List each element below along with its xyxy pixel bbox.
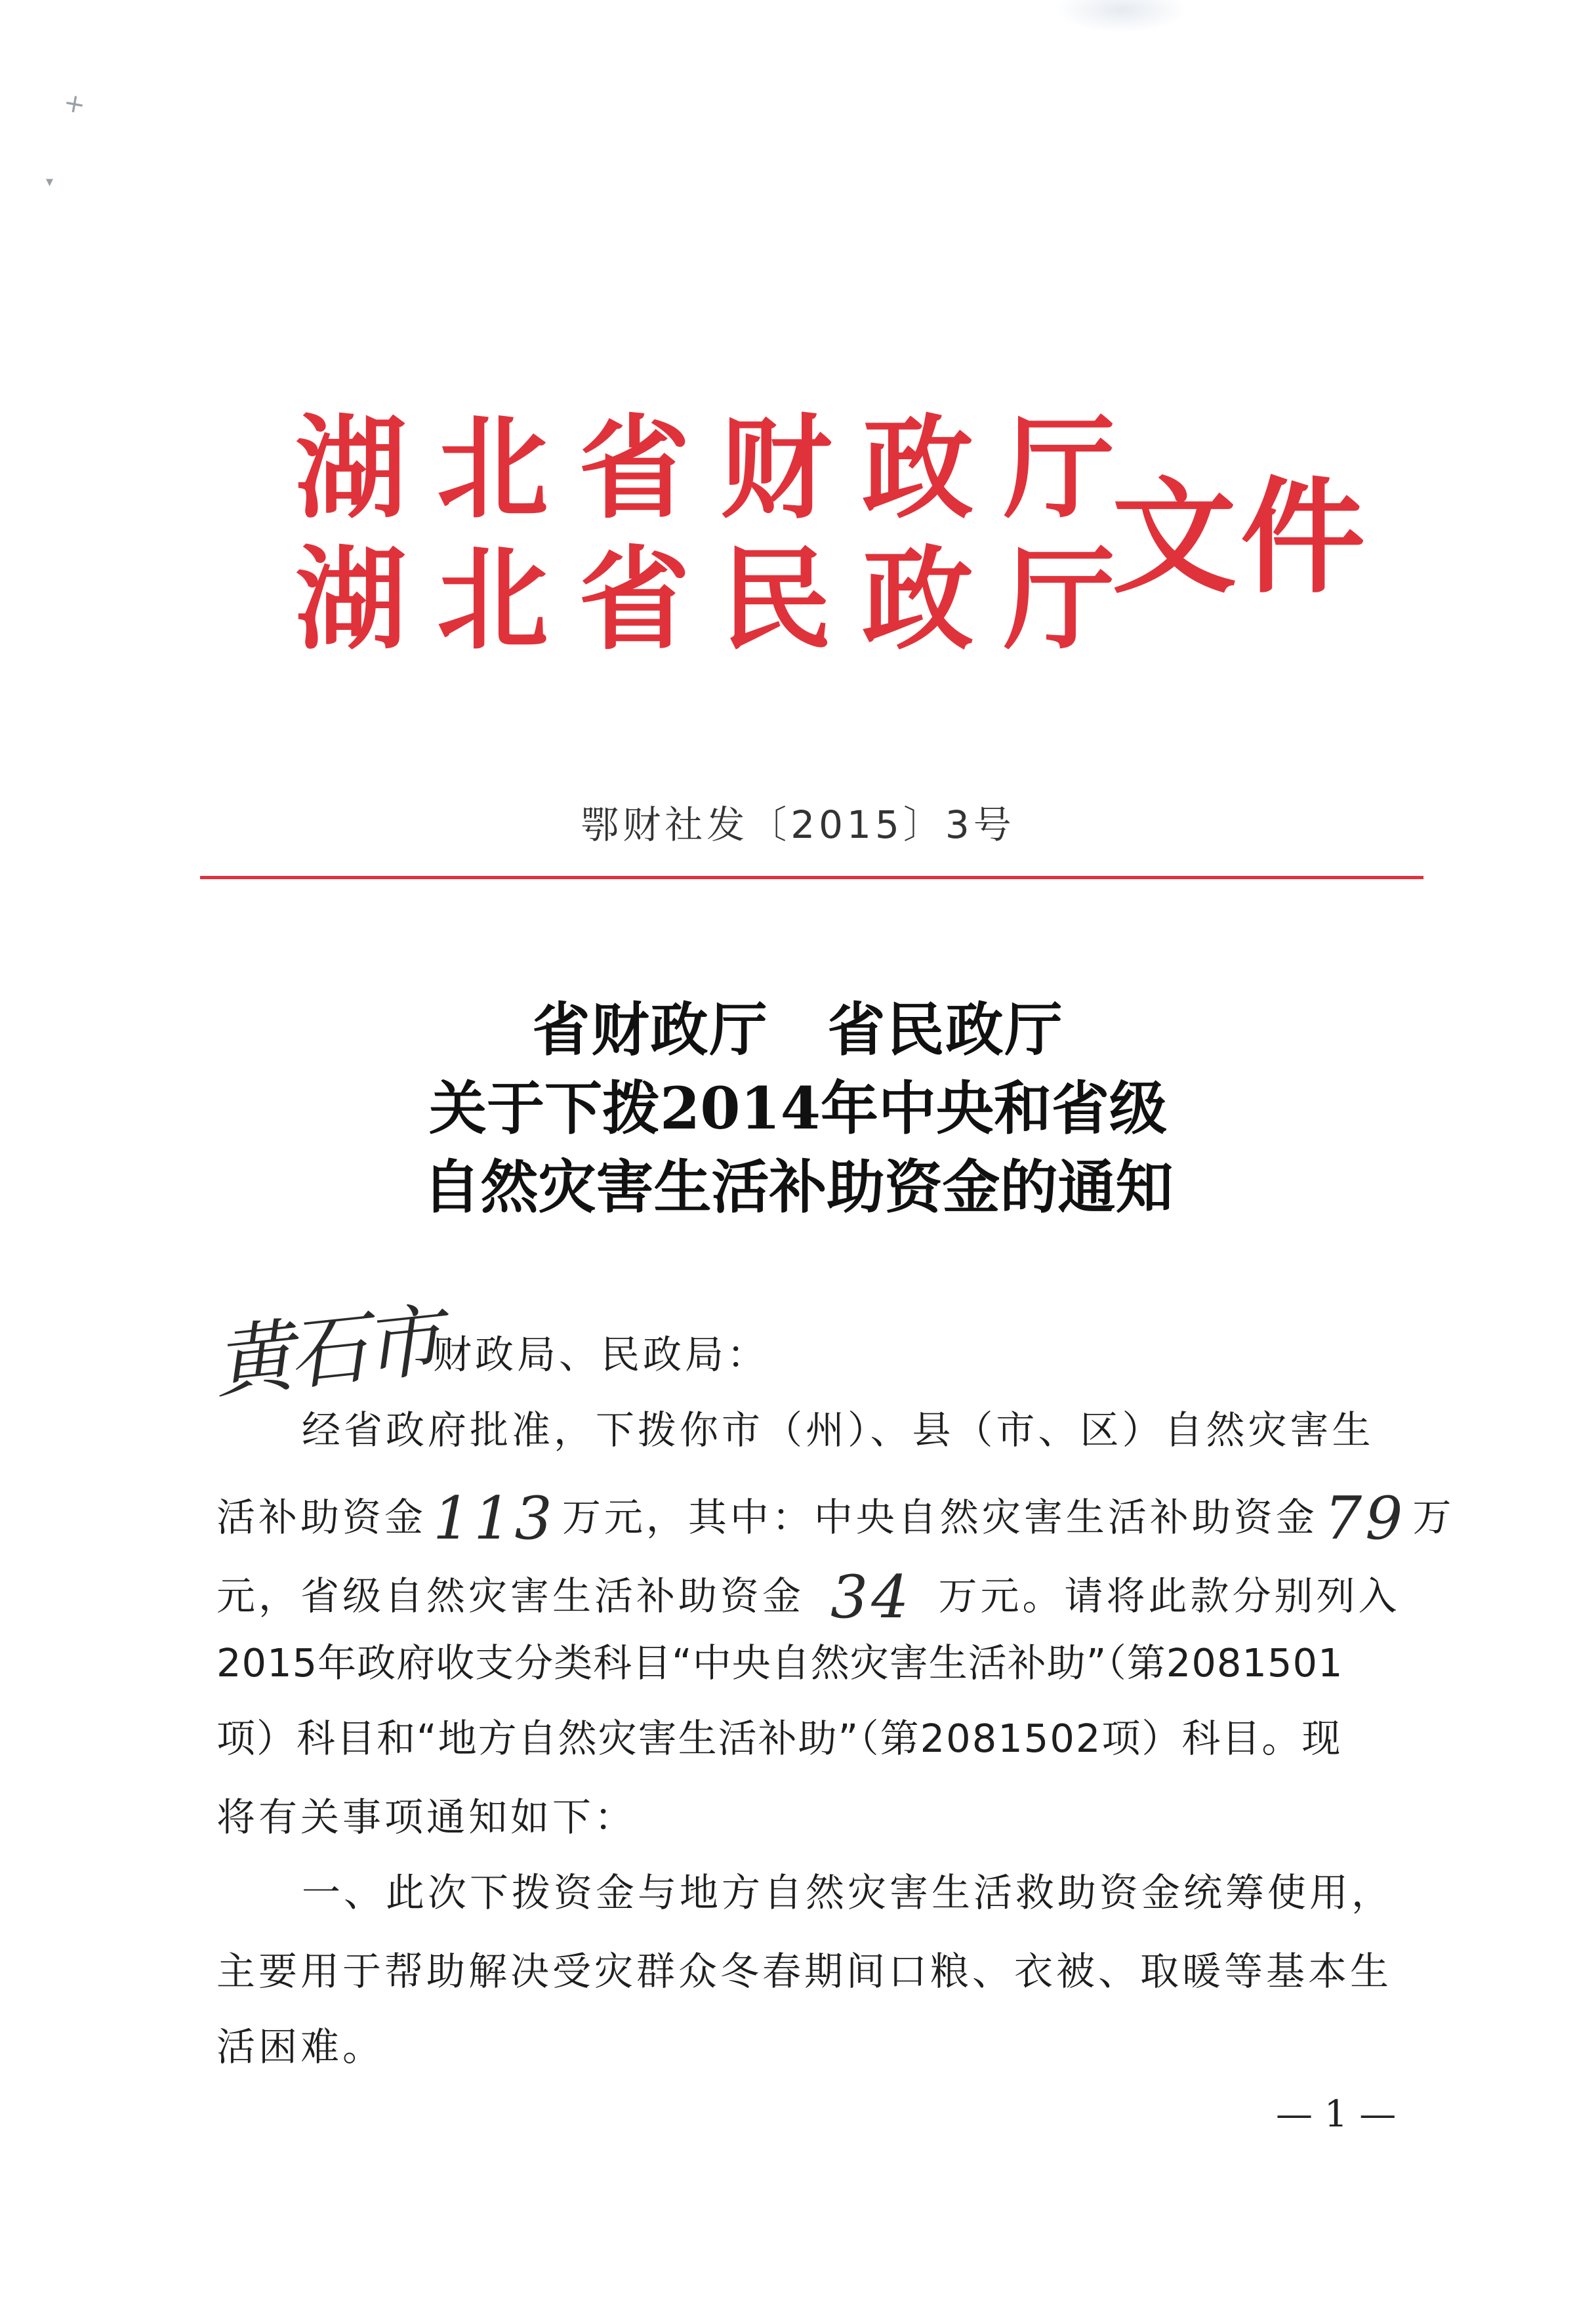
title-line-2: 关于下拨2014年中央和省级 [429, 1074, 1167, 1142]
body-line: 一、此次下拨资金与地方自然灾害生活救助资金统筹使用， [302, 1870, 1394, 1915]
body-line [216, 1563, 1401, 1632]
document-word: 文件 [1112, 465, 1370, 610]
body-text-span: 万元。请将此款分别列入 [938, 1573, 1401, 1619]
body-line: 活困难。 [216, 2024, 385, 2069]
handwritten-provincial-amount: 34 [830, 1563, 912, 1632]
scan-speck: ▾ [46, 174, 54, 190]
body-text-span: 万 [1412, 1495, 1455, 1540]
addressee-printed: 财政局、民政局： [433, 1332, 769, 1377]
body-line: 项）科目和“地方自然灾害生活补助”（第2081502项）科目。现 [216, 1716, 1342, 1761]
red-divider [200, 876, 1423, 879]
body-line: 2015年政府收支分类科目“中央自然灾害生活补助”（第2081501 [216, 1640, 1343, 1686]
body-line [216, 1484, 1455, 1553]
document-number: 鄂财社发〔2015〕3号 [581, 802, 1015, 847]
body-text-span: 活补助资金 [216, 1495, 427, 1540]
body-text-span: 元，省级自然灾害生活补助资金 [216, 1573, 805, 1619]
handwritten-central-amount: 79 [1324, 1484, 1406, 1553]
scan-smudge [1056, 0, 1187, 33]
body-line: 主要用于帮助解决受灾群众冬春期间口粮、衣被、取暖等基本生 [216, 1949, 1393, 1994]
document-header [295, 400, 1384, 676]
title-line-1: 省财政厅 省民政厅 [532, 995, 1064, 1064]
issuing-org-finance: 湖北省财政厅 [295, 404, 1146, 534]
body-text-span: 万元，其中：中央自然灾害生活补助资金 [562, 1495, 1318, 1540]
issuing-org-civil-affairs: 湖北省民政厅 [295, 535, 1146, 665]
title-line-3: 自然灾害生活补助资金的通知 [422, 1153, 1174, 1221]
handwritten-total-amount: 113 [433, 1484, 556, 1553]
page-number: — 1 — [1276, 2093, 1397, 2136]
handwritten-addressee: 黄石市 [209, 1295, 443, 1410]
scan-speck: ✕ [60, 89, 91, 121]
body-line: 经省政府批准，下拨你市（州）、县（市、区）自然灾害生 [302, 1407, 1374, 1453]
body-line: 将有关事项通知如下： [216, 1794, 637, 1840]
